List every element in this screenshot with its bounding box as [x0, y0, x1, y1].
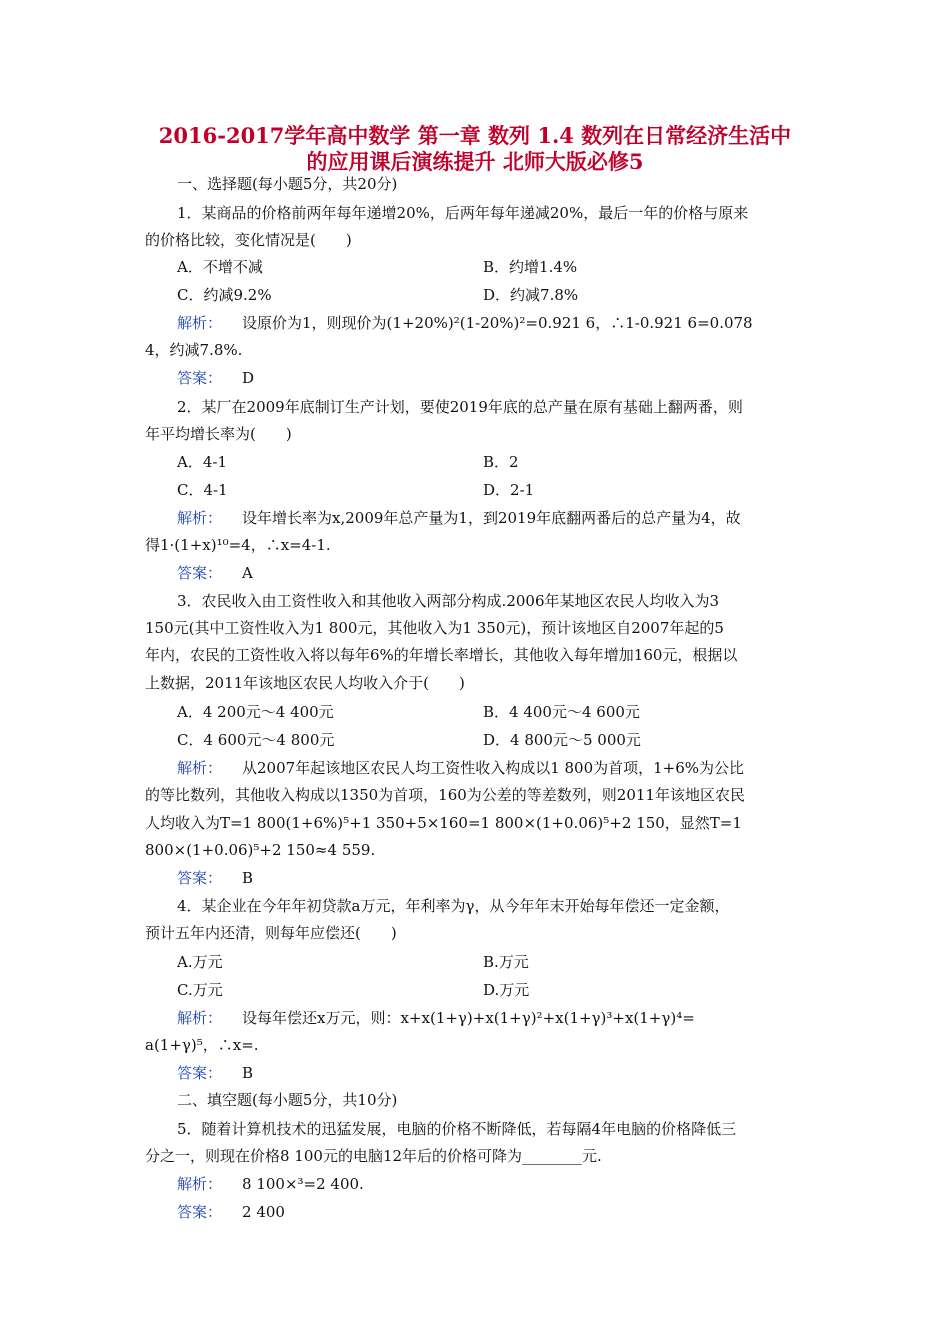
- q3-option-b: B．4 400元～4 600元: [483, 703, 640, 721]
- answer-label: 答案：: [177, 369, 223, 387]
- q3-stem-line-2: 150元(其中工资性收入为1 800元，其他收入为1 350元)，预计该地区自2007年起的5: [145, 619, 724, 637]
- q1-option-d: D．约减7.8%: [483, 286, 579, 304]
- q3-stem-line-1: 3．农民收入由工资性收入和其他收入两部分构成.2006年某地区农民人均收入为3: [177, 592, 720, 610]
- q1-option-b: B．约增1.4%: [483, 258, 578, 276]
- q3-option-a: A．4 200元～4 400元: [177, 703, 334, 721]
- answer-label: 答案：: [177, 1203, 223, 1221]
- q1-answer-line: [177, 368, 839, 388]
- q4-option-d: D.万元: [483, 981, 530, 999]
- q5-stem-line-2: 分之一，则现在价格8 100元的电脑12年后的价格可降为________元.: [145, 1147, 602, 1165]
- q1-answer: D: [242, 369, 255, 387]
- answer-label: 答案：: [177, 869, 223, 887]
- q4-analysis-line-2: a(1+γ)⁵，∴x=.: [145, 1036, 259, 1054]
- q5-analysis-line: [177, 1174, 839, 1194]
- analysis-label: 解析：: [177, 1009, 223, 1027]
- q3-answer-line: [177, 868, 839, 888]
- q3-analysis-line-3: 人均收入为T=1 800(1+6%)⁵+1 350+5×160=1 800×(1+0.06)⁵+2 150，显然T=1: [145, 814, 742, 832]
- q1-analysis-text: 设原价为1，则现价为(1+20%)²(1-20%)²=0.921 6，∴1-0.921 6=0.078: [242, 314, 753, 332]
- q3-analysis-line-2: 的等比数列，其他收入构成以1350为首项，160为公差的等差数列，则2011年该地区农民: [145, 786, 745, 804]
- q3-answer: B: [242, 869, 254, 887]
- q4-stem-line-1: 4．某企业在今年年初贷款a万元，年利率为γ，从今年年末开始每年偿还一定金额，: [177, 897, 730, 915]
- q4-stem-line-2: 预计五年内还清，则每年应偿还( ): [145, 924, 397, 942]
- q2-answer-line: [177, 563, 839, 583]
- q3-analysis-line-4: 800×(1+0.06)⁵+2 150≈4 559.: [145, 841, 376, 859]
- q2-stem-line-1: 2．某厂在2009年底制订生产计划，要使2019年底的总产量在原有基础上翻两番，则: [177, 398, 743, 416]
- q2-analysis-line-1: [177, 508, 839, 528]
- q2-option-a: A．4-1: [177, 453, 227, 471]
- analysis-label: 解析：: [177, 314, 223, 332]
- q5-stem-line-1: 5．随着计算机技术的迅猛发展，电脑的价格不断降低，若每隔4年电脑的价格降低三: [177, 1120, 737, 1138]
- q5-analysis-text: 8 100×³=2 400.: [242, 1175, 364, 1193]
- q4-analysis-line-1: [177, 1008, 839, 1028]
- answer-label: 答案：: [177, 564, 223, 582]
- q4-option-c: C.万元: [177, 981, 223, 999]
- q5-answer: 2 400: [242, 1203, 285, 1221]
- q4-answer-line: [177, 1063, 839, 1083]
- q1-option-a: A．不增不减: [177, 258, 263, 276]
- q5-answer-line: [177, 1202, 839, 1222]
- q1-stem-line-2: 的价格比较，变化情况是( ): [145, 231, 352, 249]
- q3-option-c: C．4 600元～4 800元: [177, 731, 335, 749]
- analysis-label: 解析：: [177, 1175, 223, 1193]
- q2-stem-line-2: 年平均增长率为( ): [145, 425, 292, 443]
- title-line-2: 的应用课后演练提升 北师大版必修5: [306, 149, 644, 174]
- q2-answer: A: [242, 564, 253, 582]
- q3-analysis-text: 从2007年起该地区农民人均工资性收入构成以1 800为首项，1+6%为公比: [242, 759, 745, 777]
- q2-option-d: D．2-1: [483, 481, 535, 499]
- q1-analysis-line-1: [177, 313, 839, 333]
- q2-analysis-text: 设年增长率为x,2009年总产量为1，到2019年底翻两番后的总产量为4，故: [242, 509, 741, 527]
- q1-stem-line-1: 1．某商品的价格前两年每年递增20%，后两年每年递减20%，最后一年的价格与原来: [177, 204, 749, 222]
- section-heading-choice: 一、选择题(每小题5分，共20分): [177, 175, 398, 193]
- q3-option-d: D．4 800元～5 000元: [483, 731, 641, 749]
- q2-analysis-line-2: 得1·(1+x)¹⁰=4，∴x=4-1.: [145, 536, 331, 554]
- q1-option-c: C．约减9.2%: [177, 286, 272, 304]
- analysis-label: 解析：: [177, 509, 223, 527]
- q4-option-a: A.万元: [177, 953, 223, 971]
- section-heading-fill: 二、填空题(每小题5分，共10分): [177, 1091, 398, 1109]
- q4-analysis-text: 设每年偿还x万元，则：x+x(1+γ)+x(1+γ)²+x(1+γ)³+x(1+γ)⁴=: [242, 1009, 695, 1027]
- q2-option-b: B．2: [483, 453, 519, 471]
- title-line-1: 2016-2017学年高中数学 第一章 数列 1.4 数列在日常经济生活中: [158, 123, 792, 148]
- analysis-label: 解析：: [177, 759, 223, 777]
- q4-answer: B: [242, 1064, 254, 1082]
- q3-stem-line-4: 上数据，2011年该地区农民人均收入介于( ): [145, 674, 465, 692]
- q4-option-b: B.万元: [483, 953, 529, 971]
- q2-option-c: C．4-1: [177, 481, 228, 499]
- q3-analysis-line-1: [177, 758, 839, 778]
- q1-analysis-line-2: 4，约减7.8%.: [145, 341, 243, 359]
- answer-label: 答案：: [177, 1064, 223, 1082]
- q3-stem-line-3: 年内，农民的工资性收入将以每年6%的年增长率增长，其他收入每年增加160元，根据以: [145, 646, 738, 664]
